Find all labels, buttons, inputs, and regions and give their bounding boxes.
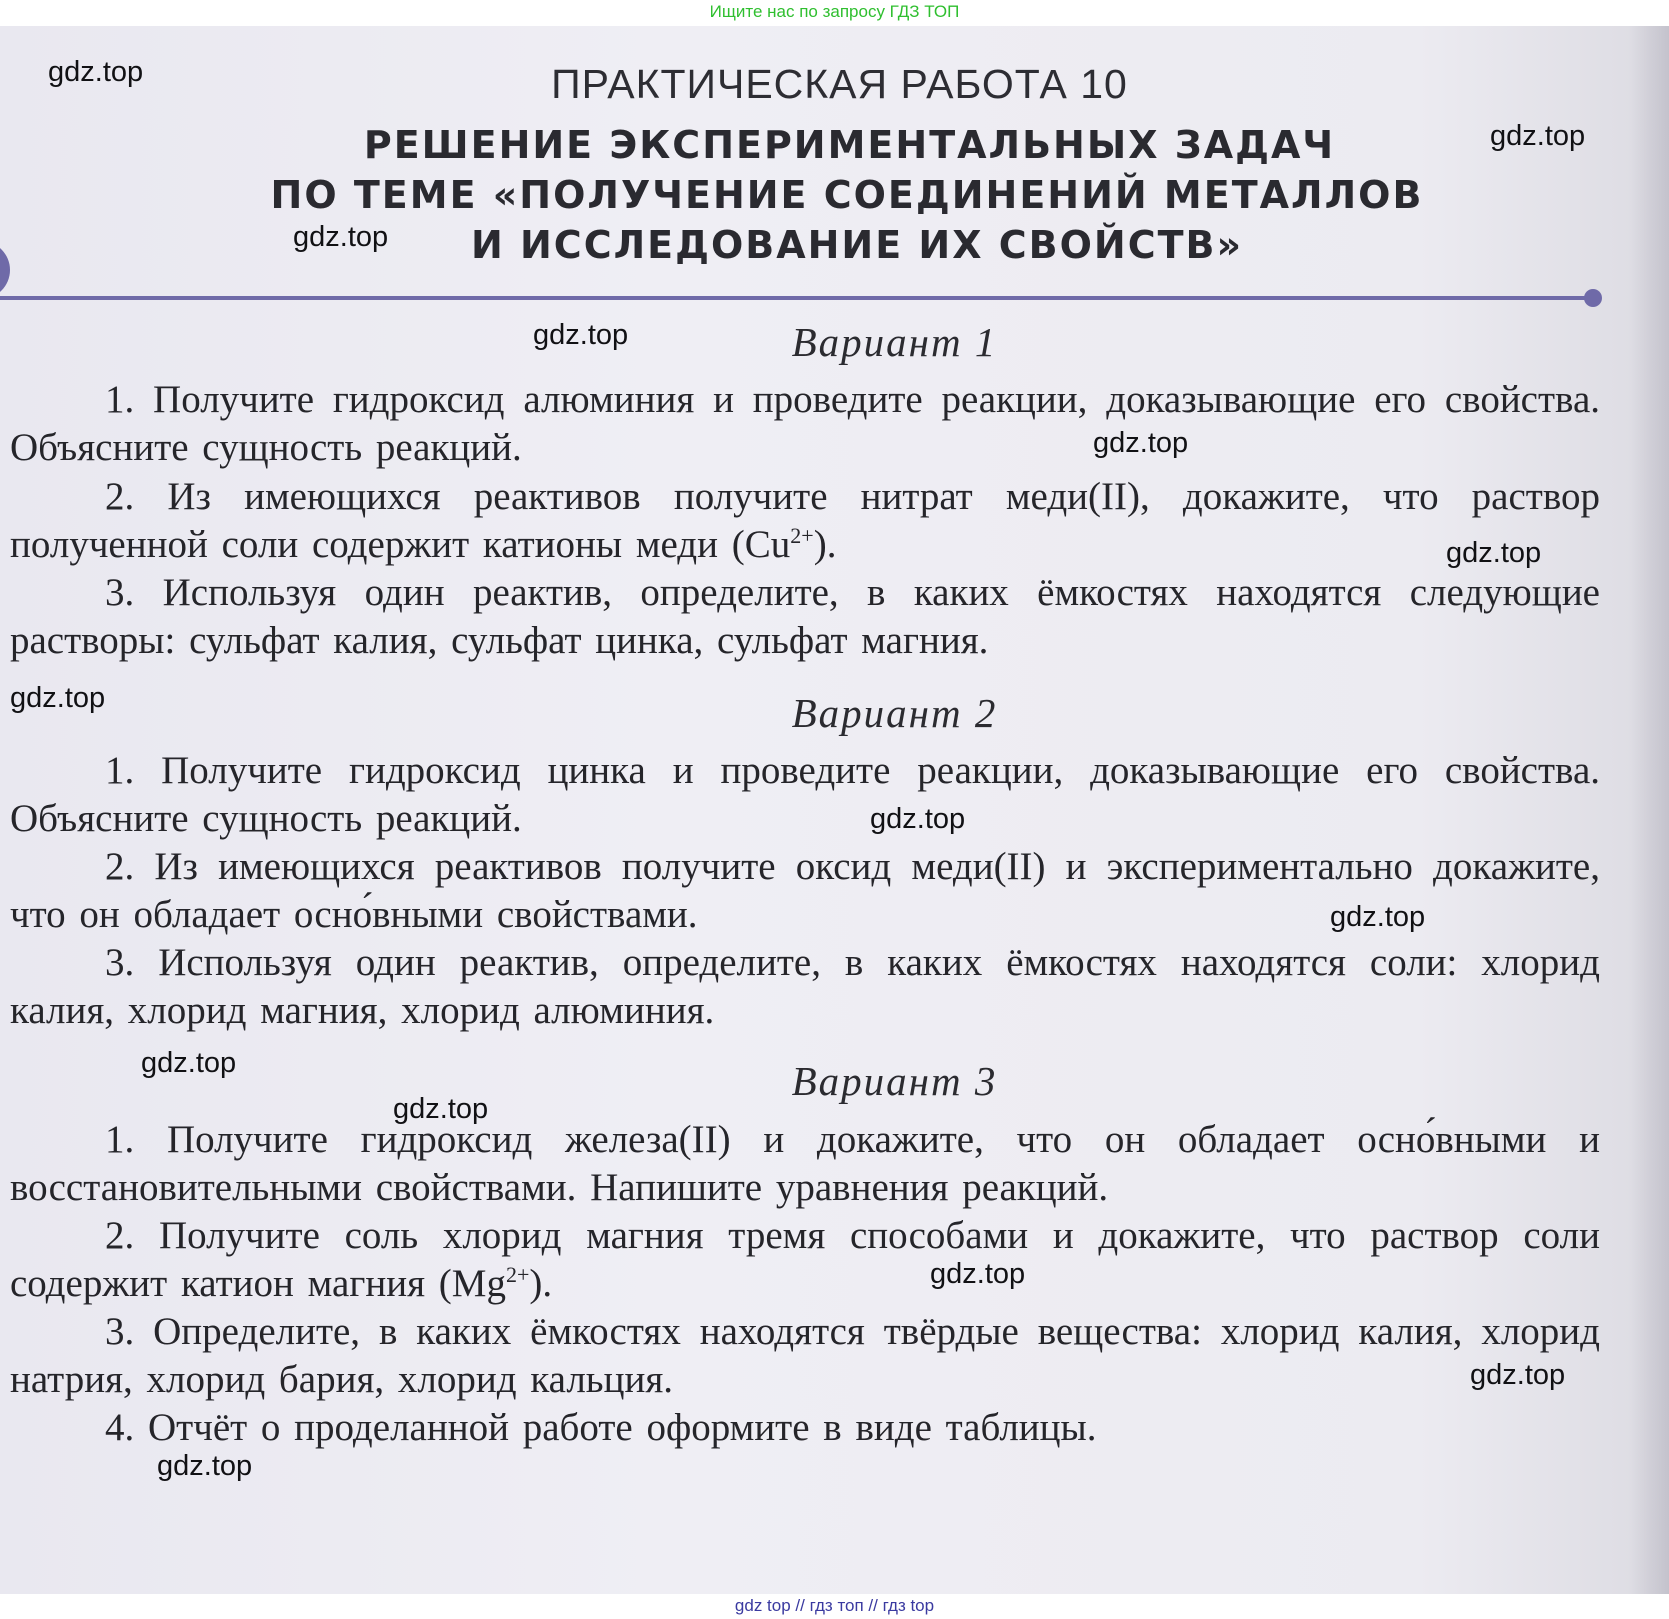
watermark: gdz.top — [870, 803, 966, 835]
title-line-3: И ИССЛЕДОВАНИЕ ИХ СВОЙСТВ» — [470, 223, 1244, 267]
task-text: 3. Определите, в каких ёмкостях находятся твёрдые вещества: хлорид калия, хлорид натрия, хлорид бария, хлорид кальция. — [10, 1310, 1600, 1401]
task-text: 2. Из имеющихся реактивов получите оксид меди(II) и экспериментально докажите, что он обладает осно́вными свойствами. — [10, 845, 1600, 936]
variant-1-task-2 — [10, 473, 1600, 569]
variant-2-task-1 — [10, 747, 1600, 843]
task-text: 1. Получите гидроксид железа(II) и докажите, что он обладает осно́вными и восстановительными свойствами. Напишите уравнения реакций. — [10, 1118, 1600, 1209]
watermark: gdz.top — [1093, 427, 1189, 459]
watermark: gdz.top — [1490, 120, 1586, 152]
task-text: 1. Получите гидроксид алюминия и проведите реакции, доказывающие его свойства. Объясните сущность реакций. — [10, 378, 1600, 469]
watermark: gdz.top — [1330, 901, 1426, 933]
watermark: gdz.top — [1470, 1359, 1566, 1391]
watermark: gdz.top — [157, 1450, 253, 1482]
variant-2-heading: Вариант 2 — [791, 690, 998, 736]
variant-1-task-3 — [10, 569, 1600, 665]
superscript-charge: 2+ — [790, 523, 814, 548]
textbook-page — [0, 26, 1669, 1594]
title-line-2: ПО ТЕМЕ «ПОЛУЧЕНИЕ СОЕДИНЕНИЙ МЕТАЛЛОВ — [270, 173, 1424, 217]
watermark: gdz.top — [533, 319, 629, 351]
bottom-banner: gdz top // гдз топ // гдз top — [0, 1594, 1669, 1619]
task-text: 1. Получите гидроксид цинка и проведите реакции, доказывающие его свойства. Объясните сущность реакций. — [10, 749, 1600, 840]
top-banner: Ищите нас по запросу ГДЗ ТОП — [709, 2, 960, 21]
variant-3-task-3 — [10, 1308, 1600, 1404]
practical-work-label: ПРАКТИЧЕСКАЯ РАБОТА 10 — [551, 61, 1128, 107]
superscript-charge: 2+ — [505, 1262, 530, 1287]
task-text: 3. Используя один реактив, определите, в каких ёмкостях находятся соли: хлорид калия, хлорид магния, хлорид алюминия. — [10, 941, 1600, 1032]
divider-end-dot — [1584, 289, 1602, 307]
watermark: gdz.top — [293, 221, 389, 253]
variant-3-task-1 — [10, 1116, 1600, 1212]
variant-1-heading: Вариант 1 — [791, 319, 998, 365]
title-line-1: РЕШЕНИЕ ЭКСПЕРИМЕНТАЛЬНЫХ ЗАДАЧ — [363, 123, 1336, 167]
header-divider — [0, 296, 1590, 300]
variant-3-task-2 — [10, 1212, 1600, 1308]
variant-2-task-3 — [10, 939, 1600, 1035]
task-text: 2. Получите соль хлорид магния тремя способами и докажите, что раствор соли содержит катион магния (Mg — [10, 1214, 1600, 1305]
watermark: gdz.top — [393, 1093, 489, 1125]
task-text-tail: ). — [529, 1262, 553, 1305]
variant-3-heading: Вариант 3 — [791, 1058, 998, 1104]
task-text: 2. Из имеющихся реактивов получите нитрат меди(II), докажите, что раствор полученной соли содержит катионы меди (Cu — [10, 475, 1600, 566]
variant-1-task-1 — [10, 376, 1600, 472]
task-text: 3. Используя один реактив, определите, в каких ёмкостях находятся следующие растворы: сульфат калия, сульфат цинка, сульфат магния. — [10, 571, 1600, 662]
task-text: 4. Отчёт о проделанной работе оформите в виде таблицы. — [105, 1406, 1097, 1449]
variant-3-task-4 — [10, 1404, 1600, 1452]
watermark: gdz.top — [141, 1047, 237, 1079]
watermark: gdz.top — [10, 682, 106, 714]
task-text-tail: ). — [813, 523, 837, 566]
watermark: gdz.top — [930, 1258, 1026, 1290]
watermark: gdz.top — [1446, 537, 1542, 569]
watermark: gdz.top — [48, 56, 144, 88]
